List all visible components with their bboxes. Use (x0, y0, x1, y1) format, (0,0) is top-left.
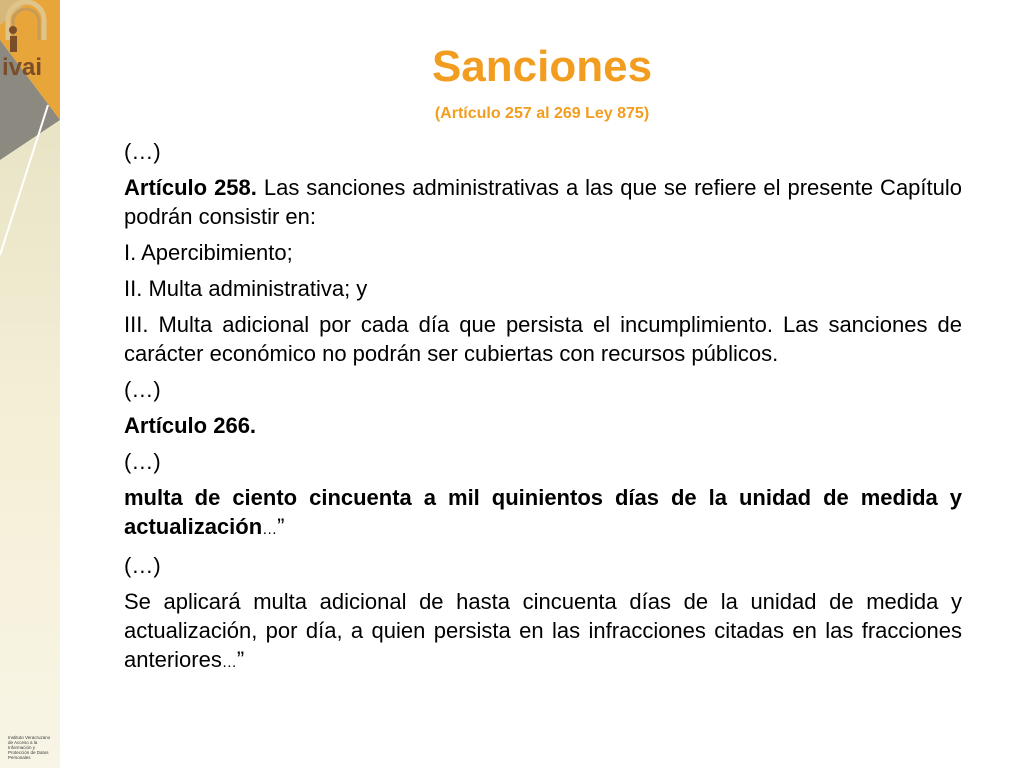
list-item-1: I. Apercibimiento; (124, 240, 293, 265)
fine-text: multa de ciento cincuenta a mil quinientos días de la unidad de medida y actualización (124, 485, 962, 539)
slide-subtitle: (Artículo 257 al 269 Ley 875) (434, 105, 650, 122)
final-paragraph (124, 587, 962, 677)
decorative-sidebar (0, 0, 60, 768)
ellipsis-4: (…) (124, 553, 161, 578)
article-258-label: Artículo 258. (124, 175, 257, 200)
logo-caption: Instituto Veracruzano de Acceso a la Información y Protección de Datos Personales (8, 735, 51, 760)
ellipsis-1: (…) (124, 139, 161, 164)
fine-ellipsis: … (262, 521, 278, 538)
fine-quote: ” (277, 514, 285, 539)
fine-paragraph (124, 483, 962, 544)
final-text: Se aplicará multa adicional de hasta cincuenta días de la unidad de medida y actualización, por día, a quien persista en las infracciones citadas en las fracciones anteriores (124, 589, 962, 672)
article-266-label: Artículo 266. (124, 413, 257, 438)
final-quote: ” (236, 647, 245, 672)
ellipsis-3: (…) (124, 449, 161, 474)
article-258 (124, 173, 962, 231)
sidebar-shapes (0, 0, 60, 768)
final-ellipsis: … (221, 654, 237, 671)
article-258-text: Las sanciones administrativas a las que se refiere el presente Capítulo podrán consistir en: (124, 175, 962, 229)
ellipsis-2: (…) (124, 377, 161, 402)
ivai-logo-icon (0, 0, 52, 78)
list-item-3: III. Multa adicional por cada día que persista el incumplimiento. Las sanciones de carácter económico no podrán ser cubiertas con recursos públicos. (124, 312, 962, 366)
slide-title: Sanciones (431, 42, 653, 91)
slide-content (124, 137, 962, 684)
list-item-2: II. Multa administrativa; y (124, 276, 368, 301)
logo-wordmark: ivai (2, 54, 43, 78)
